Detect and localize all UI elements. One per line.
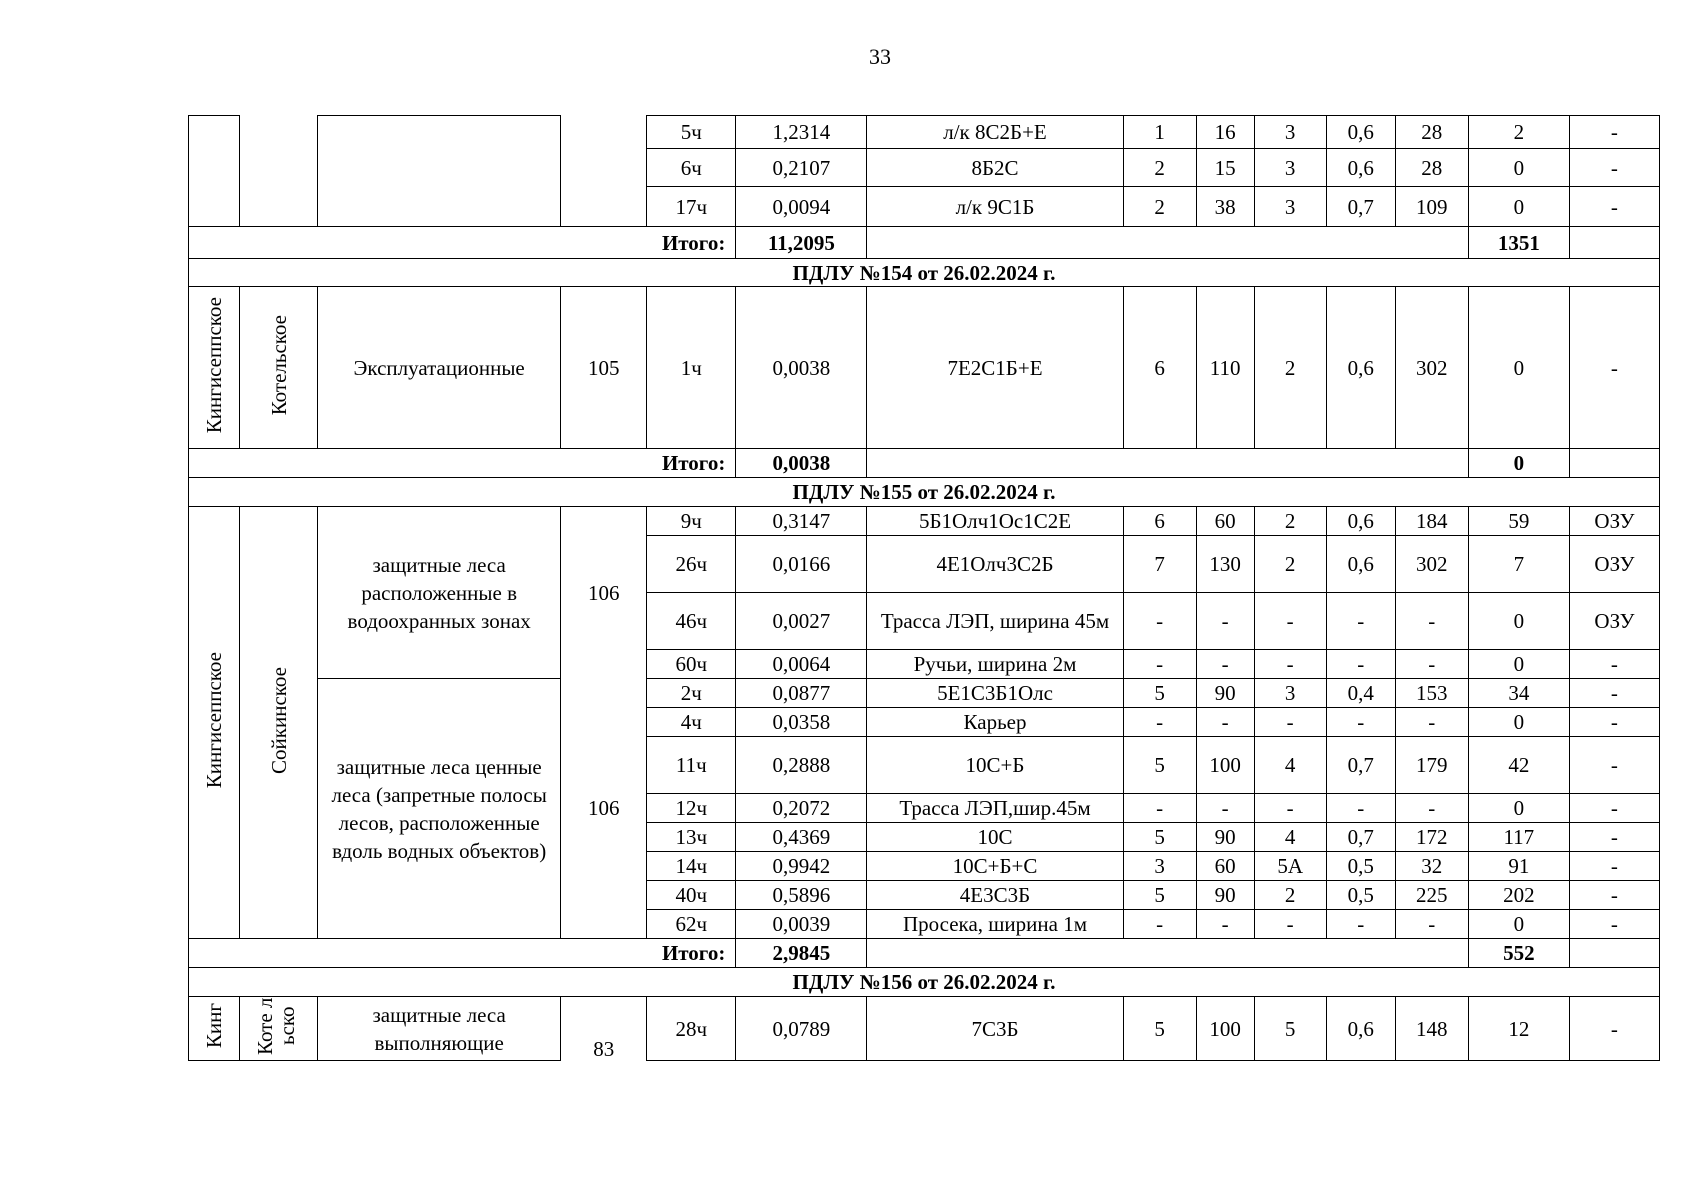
value-cell: 90 — [1196, 881, 1254, 910]
value-cell: 34 — [1468, 679, 1569, 708]
value-cell: 3 — [1254, 149, 1326, 187]
value-cell: 302 — [1395, 536, 1468, 593]
value-cell: 0,6 — [1326, 287, 1395, 449]
total-area: 0,0038 — [736, 449, 867, 478]
value-cell: - — [1395, 650, 1468, 679]
section-header-row — [189, 259, 1660, 287]
stand-composition: 10С+Б — [867, 737, 1123, 794]
value-cell: 4 — [1254, 823, 1326, 852]
value-cell: - — [1569, 116, 1659, 149]
value-cell: 2 — [1468, 116, 1569, 149]
plot-number: 13ч — [647, 823, 736, 852]
value-cell: 110 — [1196, 287, 1254, 449]
value-cell: - — [1196, 708, 1254, 737]
value-cell: 1 — [1123, 116, 1196, 149]
plot-area: 0,0038 — [736, 287, 867, 449]
forestry-cell — [189, 287, 240, 449]
stand-composition: 5Б1Олч1Ос1С2Е — [867, 507, 1123, 536]
spacer-cell — [561, 116, 647, 227]
value-cell: - — [1196, 650, 1254, 679]
value-cell: 0,6 — [1326, 507, 1395, 536]
value-cell: 60 — [1196, 852, 1254, 881]
forest-category: защитные леса расположенные в водоохранных зонах — [318, 507, 561, 679]
value-cell: 15 — [1196, 149, 1254, 187]
value-cell: 0,7 — [1326, 187, 1395, 227]
forestry-cell — [189, 997, 240, 1061]
plot-number: 2ч — [647, 679, 736, 708]
plot-number: 6ч — [647, 149, 736, 187]
plot-number: 46ч — [647, 593, 736, 650]
total-row — [189, 939, 1660, 968]
value-cell: 5 — [1123, 737, 1196, 794]
district-name: Коте льско — [252, 997, 299, 1055]
value-cell: 0,6 — [1326, 149, 1395, 187]
value-cell: 202 — [1468, 881, 1569, 910]
value-cell: 90 — [1196, 679, 1254, 708]
stand-composition: 7Е2С1Б+Е — [867, 287, 1123, 449]
value-cell: ОЗУ — [1569, 593, 1659, 650]
total-label: Итого: — [189, 227, 736, 259]
stand-composition: 8Б2С — [867, 149, 1123, 187]
stand-composition: Трасса ЛЭП,шир.45м — [867, 794, 1123, 823]
plot-area: 1,2314 — [736, 116, 867, 149]
value-cell: - — [1196, 794, 1254, 823]
value-cell: 6 — [1123, 507, 1196, 536]
plot-area: 0,0789 — [736, 997, 867, 1061]
plot-area: 0,0094 — [736, 187, 867, 227]
value-cell: 5А — [1254, 852, 1326, 881]
total-gap — [867, 939, 1468, 968]
value-cell: 0,6 — [1326, 997, 1395, 1061]
section-header-154: ПДЛУ №154 от 26.02.2024 г. — [189, 259, 1660, 287]
value-cell: 90 — [1196, 823, 1254, 852]
plot-number: 26ч — [647, 536, 736, 593]
value-cell: 3 — [1254, 679, 1326, 708]
plot-number: 1ч — [647, 287, 736, 449]
total-sum: 1351 — [1468, 227, 1569, 259]
value-cell: 0,7 — [1326, 737, 1395, 794]
value-cell: 0 — [1468, 910, 1569, 939]
value-cell: - — [1123, 708, 1196, 737]
value-cell: - — [1254, 910, 1326, 939]
district-cell — [240, 507, 318, 939]
district-cell — [240, 287, 318, 449]
plot-area: 0,3147 — [736, 507, 867, 536]
district-name: Котельское — [266, 314, 291, 416]
value-cell: - — [1569, 997, 1659, 1061]
value-cell: - — [1196, 593, 1254, 650]
total-sum: 0 — [1468, 449, 1569, 478]
value-cell: - — [1123, 794, 1196, 823]
forestry-cell — [189, 116, 240, 227]
value-cell: - — [1569, 794, 1659, 823]
value-cell: - — [1326, 910, 1395, 939]
forest-category: Эксплуатационные — [318, 287, 561, 449]
value-cell: - — [1326, 794, 1395, 823]
value-cell: 6 — [1123, 287, 1196, 449]
stand-composition: Просека, ширина 1м — [867, 910, 1123, 939]
total-gap — [867, 449, 1468, 478]
total-blank — [1569, 449, 1659, 478]
value-cell: 0 — [1468, 287, 1569, 449]
forestry-name: Кинг — [202, 1003, 227, 1049]
value-cell: 4 — [1254, 737, 1326, 794]
value-cell: 0 — [1468, 708, 1569, 737]
value-cell: - — [1395, 708, 1468, 737]
total-blank — [1569, 939, 1659, 968]
category-cell — [318, 116, 561, 227]
forestry-name: Кингисеппское — [202, 651, 227, 789]
total-row — [189, 449, 1660, 478]
value-cell: 28 — [1395, 116, 1468, 149]
forest-plots-table — [188, 115, 1660, 1061]
total-gap — [867, 227, 1468, 259]
value-cell: - — [1254, 593, 1326, 650]
value-cell: - — [1569, 881, 1659, 910]
value-cell: ОЗУ — [1569, 536, 1659, 593]
value-cell: - — [1123, 593, 1196, 650]
total-row — [189, 227, 1660, 259]
quarter-number: 105 — [561, 287, 647, 449]
plot-number: 40ч — [647, 881, 736, 910]
quarter-number: 83 — [561, 997, 647, 1061]
stand-composition: 4Е1Олч3С2Б — [867, 536, 1123, 593]
value-cell: - — [1395, 593, 1468, 650]
stand-composition: 7С3Б — [867, 997, 1123, 1061]
value-cell: 32 — [1395, 852, 1468, 881]
section-header-row — [189, 968, 1660, 997]
value-cell: - — [1569, 737, 1659, 794]
value-cell: 5 — [1254, 997, 1326, 1061]
value-cell: 59 — [1468, 507, 1569, 536]
value-cell: 16 — [1196, 116, 1254, 149]
value-cell: - — [1123, 910, 1196, 939]
value-cell: 0,7 — [1326, 823, 1395, 852]
plot-area: 0,2072 — [736, 794, 867, 823]
quarter-number: 106 — [561, 679, 647, 939]
value-cell: - — [1254, 708, 1326, 737]
plot-area: 0,2888 — [736, 737, 867, 794]
plot-area: 0,5896 — [736, 881, 867, 910]
value-cell: - — [1569, 149, 1659, 187]
district-cell — [240, 997, 318, 1061]
total-label: Итого: — [189, 449, 736, 478]
value-cell: 148 — [1395, 997, 1468, 1061]
plot-number: 4ч — [647, 708, 736, 737]
stand-composition: Ручьи, ширина 2м — [867, 650, 1123, 679]
table-row — [189, 997, 1660, 1061]
value-cell: 172 — [1395, 823, 1468, 852]
table-row — [189, 507, 1660, 536]
value-cell: - — [1254, 650, 1326, 679]
value-cell: - — [1569, 852, 1659, 881]
table-row — [189, 116, 1660, 149]
stand-composition: л/к 8С2Б+Е — [867, 116, 1123, 149]
value-cell: 5 — [1123, 881, 1196, 910]
plot-number: 28ч — [647, 997, 736, 1061]
value-cell: - — [1123, 650, 1196, 679]
section-header-row — [189, 478, 1660, 507]
value-cell: 2 — [1254, 536, 1326, 593]
plot-area: 0,4369 — [736, 823, 867, 852]
plot-area: 0,0166 — [736, 536, 867, 593]
value-cell: - — [1569, 708, 1659, 737]
value-cell: 60 — [1196, 507, 1254, 536]
stand-composition: л/к 9С1Б — [867, 187, 1123, 227]
value-cell: 0,6 — [1326, 116, 1395, 149]
stand-composition: 5Е1С3Б1Олс — [867, 679, 1123, 708]
value-cell: 130 — [1196, 536, 1254, 593]
value-cell: 5 — [1123, 679, 1196, 708]
plot-number: 11ч — [647, 737, 736, 794]
stand-composition: 10С — [867, 823, 1123, 852]
page-number: 33 — [869, 44, 891, 69]
value-cell: 0,5 — [1326, 881, 1395, 910]
value-cell: - — [1569, 910, 1659, 939]
table-row — [189, 287, 1660, 449]
value-cell: 91 — [1468, 852, 1569, 881]
total-area: 2,9845 — [736, 939, 867, 968]
forestry-name: Кингисеппское — [202, 296, 227, 434]
value-cell: 7 — [1468, 536, 1569, 593]
value-cell: ОЗУ — [1569, 507, 1659, 536]
plot-area: 0,0064 — [736, 650, 867, 679]
forestry-cell — [189, 507, 240, 939]
value-cell: 109 — [1395, 187, 1468, 227]
value-cell: 302 — [1395, 287, 1468, 449]
value-cell: 100 — [1196, 737, 1254, 794]
quarter-number: 106 — [561, 507, 647, 679]
value-cell: 3 — [1123, 852, 1196, 881]
value-cell: 28 — [1395, 149, 1468, 187]
plot-area: 0,0039 — [736, 910, 867, 939]
total-sum: 552 — [1468, 939, 1569, 968]
value-cell: 5 — [1123, 823, 1196, 852]
value-cell: - — [1569, 287, 1659, 449]
plot-number: 9ч — [647, 507, 736, 536]
value-cell: 0 — [1468, 650, 1569, 679]
value-cell: - — [1326, 593, 1395, 650]
value-cell: 2 — [1254, 507, 1326, 536]
table-row — [189, 679, 1660, 708]
value-cell: 2 — [1123, 149, 1196, 187]
value-cell: 0 — [1468, 593, 1569, 650]
stand-composition: 4Е3С3Б — [867, 881, 1123, 910]
plot-number: 62ч — [647, 910, 736, 939]
value-cell: 0 — [1468, 794, 1569, 823]
value-cell: 153 — [1395, 679, 1468, 708]
value-cell: - — [1326, 650, 1395, 679]
value-cell: 225 — [1395, 881, 1468, 910]
plot-number: 12ч — [647, 794, 736, 823]
value-cell: 184 — [1395, 507, 1468, 536]
value-cell: - — [1569, 823, 1659, 852]
section-header-155: ПДЛУ №155 от 26.02.2024 г. — [189, 478, 1660, 507]
value-cell: 117 — [1468, 823, 1569, 852]
value-cell: 2 — [1123, 187, 1196, 227]
spacer-cell — [240, 116, 318, 227]
value-cell: - — [1395, 910, 1468, 939]
value-cell: 42 — [1468, 737, 1569, 794]
value-cell: 0,6 — [1326, 536, 1395, 593]
value-cell: 3 — [1254, 187, 1326, 227]
value-cell: 5 — [1123, 997, 1196, 1061]
value-cell: 179 — [1395, 737, 1468, 794]
value-cell: - — [1569, 679, 1659, 708]
plot-number: 5ч — [647, 116, 736, 149]
value-cell: 2 — [1254, 881, 1326, 910]
value-cell: 0 — [1468, 149, 1569, 187]
value-cell: - — [1569, 187, 1659, 227]
value-cell: 2 — [1254, 287, 1326, 449]
value-cell: - — [1326, 708, 1395, 737]
value-cell: 100 — [1196, 997, 1254, 1061]
value-cell: 7 — [1123, 536, 1196, 593]
value-cell: - — [1395, 794, 1468, 823]
value-cell: 12 — [1468, 997, 1569, 1061]
total-blank — [1569, 227, 1659, 259]
value-cell: 3 — [1254, 116, 1326, 149]
forest-category: защитные леса выполняющие — [318, 997, 561, 1061]
value-cell: 0,4 — [1326, 679, 1395, 708]
value-cell: - — [1569, 650, 1659, 679]
value-cell: - — [1196, 910, 1254, 939]
total-label: Итого: — [189, 939, 736, 968]
plot-area: 0,9942 — [736, 852, 867, 881]
plot-number: 14ч — [647, 852, 736, 881]
value-cell: 0,5 — [1326, 852, 1395, 881]
plot-area: 0,0027 — [736, 593, 867, 650]
plot-area: 0,2107 — [736, 149, 867, 187]
value-cell: 0 — [1468, 187, 1569, 227]
value-cell: 38 — [1196, 187, 1254, 227]
total-area: 11,2095 — [736, 227, 867, 259]
value-cell: - — [1254, 794, 1326, 823]
stand-composition: Карьер — [867, 708, 1123, 737]
plot-number: 60ч — [647, 650, 736, 679]
plot-area: 0,0877 — [736, 679, 867, 708]
stand-composition: 10С+Б+С — [867, 852, 1123, 881]
section-header-156: ПДЛУ №156 от 26.02.2024 г. — [189, 968, 1660, 997]
district-name: Сойкинское — [266, 666, 291, 774]
forest-category: защитные леса ценные леса (запретные полосы лесов, расположенные вдоль водных объектов) — [318, 679, 561, 939]
plot-area: 0,0358 — [736, 708, 867, 737]
plot-number: 17ч — [647, 187, 736, 227]
stand-composition: Трасса ЛЭП, ширина 45м — [867, 593, 1123, 650]
